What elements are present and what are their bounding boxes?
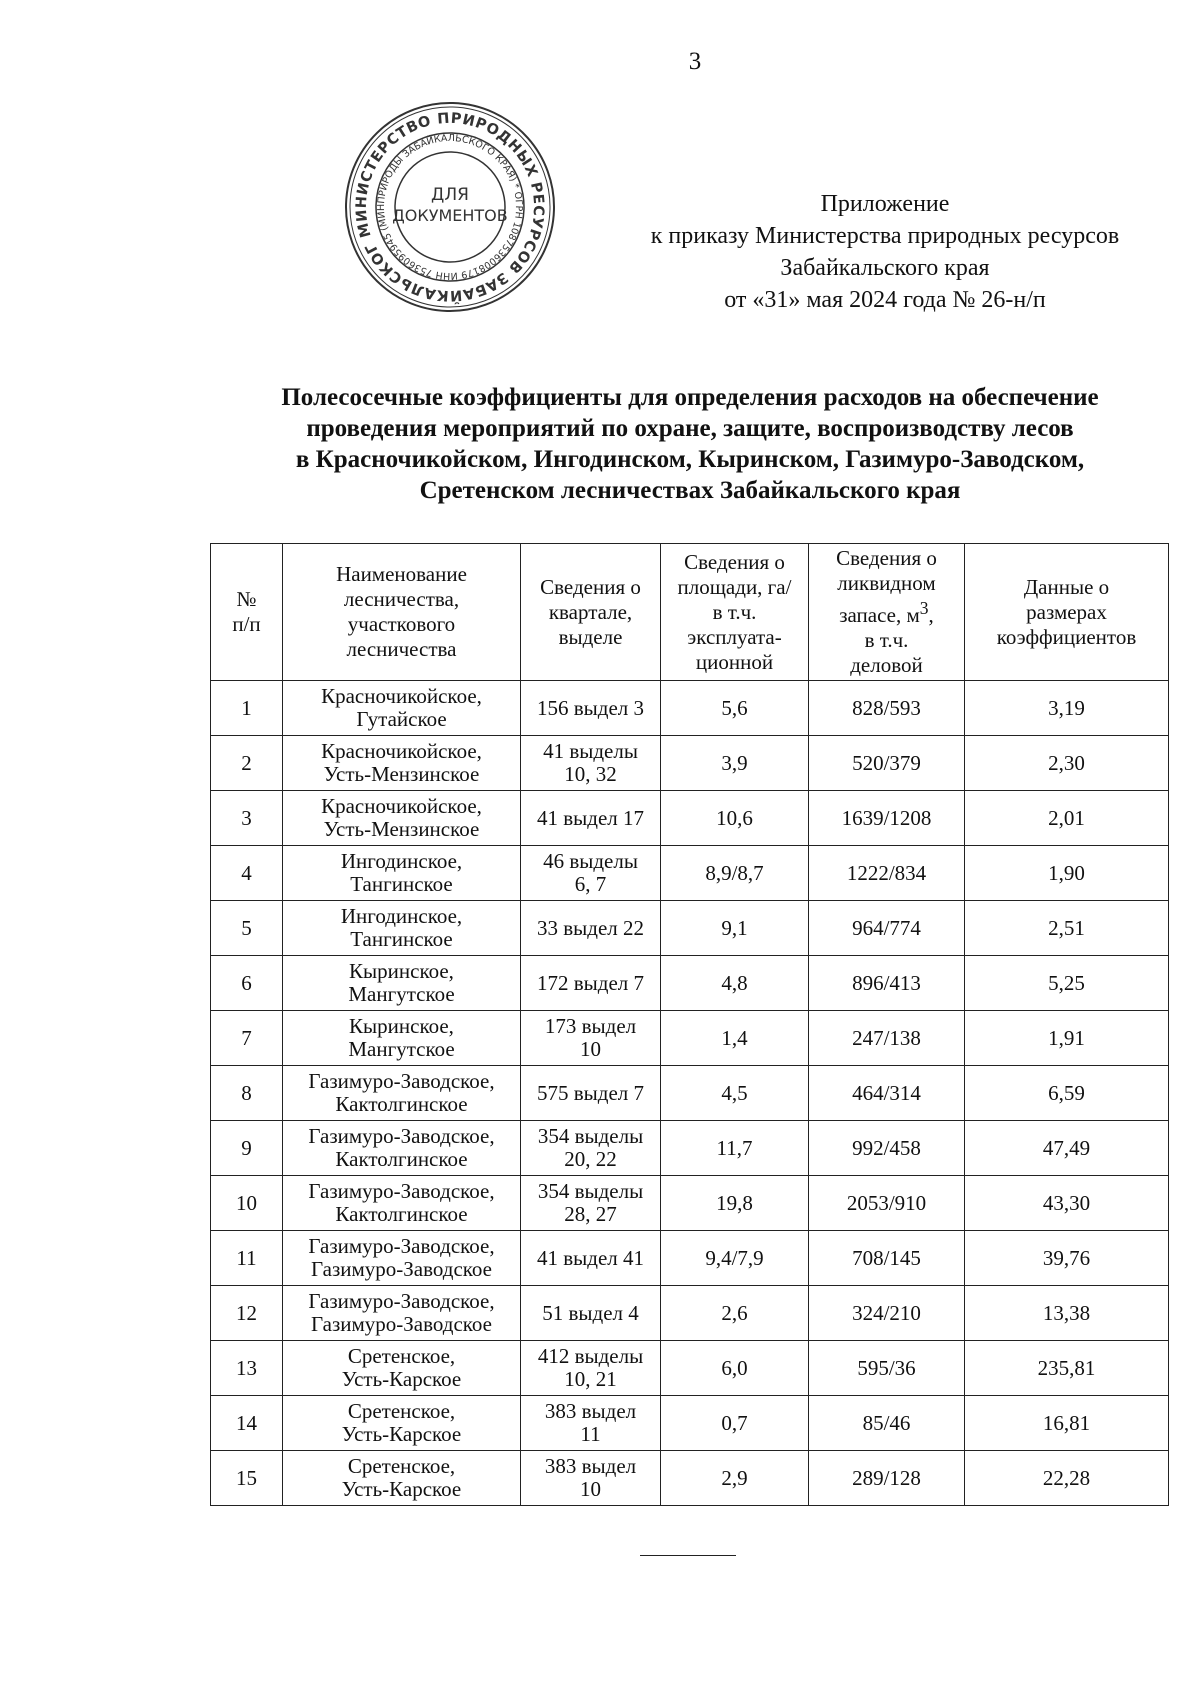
cell-num-text: 10: [236, 1190, 257, 1215]
table-row: [211, 1231, 1169, 1286]
cell-area: [661, 1176, 809, 1231]
cell-area-text: 11,7: [716, 1135, 753, 1160]
cell-quarter: [521, 1341, 661, 1396]
cell-coef: [965, 1286, 1169, 1341]
cell-area: [661, 1286, 809, 1341]
seal-ring-text: МИНИСТЕРСТВО ПРИРОДНЫХ РЕСУРСОВ ЗАБАЙКАЛЬСКОГО: [353, 110, 547, 304]
table-row: [211, 1286, 1169, 1341]
cell-stock: [809, 1396, 965, 1451]
cell-name: [283, 1011, 521, 1066]
cell-name: [283, 1121, 521, 1176]
cell-coef: [965, 736, 1169, 791]
table-row: [211, 736, 1169, 791]
cell-stock: [809, 791, 965, 846]
cell-stock-text: 964/774: [852, 915, 921, 940]
cell-coef-text: 6,59: [1048, 1080, 1085, 1105]
coefficients-table: [210, 543, 1169, 1506]
cell-coef-text: 235,81: [1037, 1355, 1096, 1380]
cell-area-text: 1,4: [721, 1025, 748, 1050]
cell-num: [211, 681, 283, 736]
cell-area-text: 6,0: [721, 1355, 748, 1380]
header-text: эксплуата-: [687, 624, 782, 649]
cell-quarter-text: 383 выдел: [544, 1399, 637, 1423]
cell-area: [661, 1341, 809, 1396]
table-row: [211, 791, 1169, 846]
cell-area-text: 19,8: [716, 1190, 753, 1215]
header-text: площади, га/: [677, 574, 792, 599]
cell-name-text: Ингодинское,: [340, 849, 463, 873]
header-name: [283, 544, 521, 681]
cell-num-text: 3: [241, 805, 252, 830]
cell-area: [661, 1011, 809, 1066]
cell-name-text: Красночикойское,: [321, 794, 482, 818]
cell-area-text: 8,9/8,7: [705, 860, 764, 885]
cell-name-text: Кактолгинское: [335, 1092, 468, 1116]
cell-coef-text: 2,51: [1048, 915, 1085, 940]
official-seal-stamp: [340, 97, 560, 317]
header-text: Сведения о: [836, 546, 937, 570]
cell-area: [661, 736, 809, 791]
cell-area: [661, 956, 809, 1011]
header-area: [661, 544, 809, 681]
table-row: [211, 1396, 1169, 1451]
table-row: [211, 901, 1169, 956]
cell-stock-text: 708/145: [852, 1245, 921, 1270]
cell-name-text: Газимуро-Заводское,: [308, 1179, 495, 1203]
cell-stock: [809, 1341, 965, 1396]
cell-quarter-text: 172 выдел 7: [536, 970, 644, 995]
header-text: в т.ч.: [864, 628, 909, 652]
table-row: [211, 1011, 1169, 1066]
table-row: [211, 1176, 1169, 1231]
appendix-line: Забайкальского края: [780, 255, 990, 281]
cell-name: [283, 1286, 521, 1341]
cell-stock: [809, 1286, 965, 1341]
cell-quarter: [521, 736, 661, 791]
cell-stock: [809, 846, 965, 901]
cell-num: [211, 1231, 283, 1286]
cell-stock-text: 85/46: [862, 1410, 911, 1435]
cell-num-text: 13: [236, 1355, 257, 1380]
cell-quarter-text: 6, 7: [574, 872, 607, 896]
cell-coef: [965, 1011, 1169, 1066]
cell-coef: [965, 1066, 1169, 1121]
document-title: [200, 382, 1180, 506]
cell-coef: [965, 1176, 1169, 1231]
cell-name-text: Кыринское,: [349, 959, 454, 983]
cell-name-text: Мангутское: [348, 982, 455, 1006]
cell-coef: [965, 1451, 1169, 1506]
cell-num-text: 4: [241, 860, 252, 885]
header-text: Сведения о: [540, 574, 641, 599]
cell-coef: [965, 956, 1169, 1011]
cell-num: [211, 1341, 283, 1396]
cell-quarter-text: 41 выдел 41: [536, 1245, 644, 1270]
cell-area-text: 0,7: [721, 1410, 748, 1435]
cell-quarter-text: 156 выдел 3: [536, 695, 644, 720]
title-line: в Красночикойском, Ингодинском, Кыринском, Газимуро-Заводском,: [295, 446, 1085, 473]
cell-stock-text: 828/593: [852, 695, 921, 720]
cell-name: [283, 736, 521, 791]
cell-name-text: Кактолгинское: [335, 1147, 468, 1171]
cell-stock: [809, 1011, 965, 1066]
cell-quarter-text: 11: [580, 1422, 601, 1446]
header-text: ,: [928, 603, 934, 627]
header-text: №: [236, 587, 257, 611]
cell-num: [211, 1451, 283, 1506]
cell-quarter: [521, 1011, 661, 1066]
cell-num-text: 11: [236, 1245, 257, 1270]
appendix-line: Приложение: [820, 191, 950, 217]
header-text: лесничества: [346, 637, 457, 661]
cell-stock-text: 324/210: [852, 1300, 921, 1325]
cell-quarter: [521, 681, 661, 736]
cell-quarter-text: 20, 22: [564, 1147, 617, 1171]
header-coef: [965, 544, 1169, 681]
seal-center-text-2: ДОКУМЕНТОВ: [392, 206, 508, 225]
cell-quarter-text: 354 выделы: [537, 1124, 644, 1148]
cell-quarter: [521, 846, 661, 901]
cell-coef-text: 2,01: [1048, 805, 1085, 830]
cell-quarter-text: 41 выделы: [543, 739, 638, 763]
cell-name-text: Гутайское: [356, 707, 447, 731]
cell-coef: [965, 1341, 1169, 1396]
cell-area: [661, 846, 809, 901]
cell-num-text: 12: [236, 1300, 257, 1325]
cell-num: [211, 1121, 283, 1176]
cell-name-text: Ингодинское,: [340, 904, 463, 928]
cell-coef-text: 47,49: [1042, 1135, 1091, 1160]
header-num: [211, 544, 283, 681]
cell-num: [211, 791, 283, 846]
cell-stock-text: 896/413: [852, 970, 921, 995]
cell-quarter-text: 46 выделы: [543, 849, 638, 873]
cell-stock-text: 1639/1208: [841, 805, 932, 830]
cell-quarter: [521, 1286, 661, 1341]
cell-stock: [809, 1231, 965, 1286]
cell-num: [211, 1396, 283, 1451]
cell-coef: [965, 1231, 1169, 1286]
header-text: выделе: [558, 624, 623, 649]
cell-quarter-text: 354 выделы: [537, 1179, 644, 1203]
cell-coef: [965, 901, 1169, 956]
cell-area: [661, 1066, 809, 1121]
title-line: Сретенском лесничествах Забайкальского края: [419, 477, 961, 504]
cell-area-text: 4,8: [721, 970, 748, 995]
seal-inner-ring-text: (МИНПРИРОДЫ ЗАБАЙКАЛЬСКОГО КРАЯ) * ОГРН 1087536008179 ИНН 7536095945: [375, 132, 525, 282]
cell-quarter: [521, 956, 661, 1011]
cell-area-text: 9,1: [721, 915, 748, 940]
cell-name-text: Газимуро-Заводское,: [308, 1124, 495, 1148]
cell-area-text: 10,6: [716, 805, 753, 830]
cell-stock: [809, 1121, 965, 1176]
cell-coef-text: 1,90: [1048, 860, 1085, 885]
cell-name-text: Тангинское: [350, 872, 453, 896]
cell-quarter: [521, 901, 661, 956]
cell-area: [661, 901, 809, 956]
cell-coef-text: 1,91: [1048, 1025, 1085, 1050]
cell-num-text: 1: [241, 695, 252, 720]
cell-quarter: [521, 1066, 661, 1121]
table-row: [211, 1451, 1169, 1506]
cell-name: [283, 1451, 521, 1506]
cell-name: [283, 1231, 521, 1286]
cell-quarter: [521, 1176, 661, 1231]
cell-num: [211, 846, 283, 901]
cell-quarter-text: 173 выдел: [544, 1014, 637, 1038]
cell-area: [661, 1451, 809, 1506]
cell-stock-text: 992/458: [852, 1135, 921, 1160]
table-row: [211, 846, 1169, 901]
cell-quarter-text: 10: [580, 1037, 601, 1061]
appendix-line: к приказу Министерства природных ресурсов: [650, 223, 1120, 249]
cell-stock-text: 520/379: [852, 750, 921, 775]
cell-name: [283, 1066, 521, 1121]
cell-num: [211, 1176, 283, 1231]
cell-quarter-text: 41 выдел 17: [536, 805, 644, 830]
header-text: в т.ч.: [712, 599, 757, 624]
cell-coef: [965, 791, 1169, 846]
header-text: размерах: [1026, 599, 1107, 624]
cell-name-text: Кыринское,: [349, 1014, 454, 1038]
header-text: п/п: [232, 612, 261, 636]
header-text: деловой: [850, 653, 923, 677]
cell-name-text: Газимуро-Заводское: [311, 1312, 492, 1336]
title-line: Полесосечные коэффициенты для определения расходов на обеспечение: [281, 384, 1099, 411]
cell-stock-text: 2053/910: [846, 1190, 927, 1215]
cell-name-text: Сретенское,: [347, 1344, 456, 1368]
table-row: [211, 1341, 1169, 1396]
header-text: запасе, м: [839, 603, 920, 627]
cell-name-text: Усть-Мензинское: [323, 762, 480, 786]
cell-area: [661, 1121, 809, 1176]
cell-coef-text: 39,76: [1042, 1245, 1091, 1270]
cell-area: [661, 1231, 809, 1286]
cell-coef-text: 43,30: [1042, 1190, 1091, 1215]
cell-num-text: 9: [241, 1135, 252, 1160]
cell-num-text: 8: [241, 1080, 252, 1105]
cell-quarter-text: 33 выдел 22: [536, 915, 644, 940]
cell-name-text: Сретенское,: [347, 1454, 456, 1478]
cell-stock: [809, 681, 965, 736]
cell-coef: [965, 846, 1169, 901]
cell-area-text: 3,9: [721, 750, 748, 775]
header-text: коэффициентов: [996, 624, 1137, 649]
cell-name: [283, 1396, 521, 1451]
cell-area: [661, 681, 809, 736]
cell-name-text: Газимуро-Заводское,: [308, 1234, 495, 1258]
cell-quarter: [521, 791, 661, 846]
cell-num-text: 5: [241, 915, 252, 940]
cell-num-text: 15: [236, 1465, 257, 1490]
cell-area: [661, 791, 809, 846]
cell-quarter-text: 10: [580, 1477, 601, 1501]
cell-num-text: 14: [236, 1410, 257, 1435]
cell-coef: [965, 1121, 1169, 1176]
cell-coef-text: 13,38: [1042, 1300, 1091, 1325]
cell-num: [211, 736, 283, 791]
cell-area: [661, 1396, 809, 1451]
appendix-line: от «31» мая 2024 года № 26-н/п: [724, 287, 1046, 313]
cell-quarter: [521, 1231, 661, 1286]
header-superscript: 3: [919, 598, 929, 618]
cell-name-text: Газимуро-Заводское,: [308, 1289, 495, 1313]
cell-stock-text: 247/138: [852, 1025, 921, 1050]
cell-name: [283, 791, 521, 846]
cell-name-text: Красночикойское,: [321, 684, 482, 708]
cell-stock-text: 464/314: [852, 1080, 921, 1105]
cell-stock: [809, 1066, 965, 1121]
cell-name-text: Кактолгинское: [335, 1202, 468, 1226]
cell-quarter-text: 412 выделы: [537, 1344, 644, 1368]
title-line: проведения мероприятий по охране, защите, воспроизводству лесов: [306, 415, 1074, 442]
cell-quarter-text: 10, 21: [564, 1367, 617, 1391]
cell-name-text: Красночикойское,: [321, 739, 482, 763]
cell-num: [211, 1286, 283, 1341]
cell-name-text: Усть-Карское: [341, 1477, 462, 1501]
header-text: Данные о: [1023, 574, 1110, 599]
cell-stock: [809, 956, 965, 1011]
footer-divider: [640, 1555, 736, 1556]
cell-quarter-text: 51 выдел 4: [542, 1300, 639, 1325]
cell-name-text: Газимуро-Заводское,: [308, 1069, 495, 1093]
cell-name: [283, 681, 521, 736]
cell-num-text: 7: [241, 1025, 252, 1050]
cell-stock-text: 289/128: [852, 1465, 921, 1490]
cell-num: [211, 956, 283, 1011]
cell-stock: [809, 1176, 965, 1231]
table-body: [211, 681, 1169, 1506]
header-text: ционной: [695, 649, 774, 674]
appendix-header: [600, 188, 1170, 316]
cell-name-text: Усть-Карское: [341, 1422, 462, 1446]
cell-name-text: Газимуро-Заводское: [311, 1257, 492, 1281]
cell-coef: [965, 1396, 1169, 1451]
cell-stock-text: 1222/834: [846, 860, 927, 885]
cell-stock: [809, 1451, 965, 1506]
cell-quarter-text: 28, 27: [564, 1202, 617, 1226]
table-row: [211, 681, 1169, 736]
cell-coef: [965, 681, 1169, 736]
cell-quarter: [521, 1396, 661, 1451]
table-row: [211, 956, 1169, 1011]
cell-coef-text: 3,19: [1048, 695, 1085, 720]
cell-num: [211, 1011, 283, 1066]
cell-name-text: Усть-Карское: [341, 1367, 462, 1391]
cell-area-text: 2,9: [721, 1465, 748, 1490]
cell-name-text: Мангутское: [348, 1037, 455, 1061]
cell-num-text: 2: [241, 750, 252, 775]
cell-name: [283, 901, 521, 956]
cell-stock-text: 595/36: [857, 1355, 916, 1380]
header-text: участкового: [347, 612, 456, 636]
cell-name-text: Усть-Мензинское: [323, 817, 480, 841]
table-header-row: [211, 544, 1169, 681]
cell-area-text: 9,4/7,9: [705, 1245, 764, 1270]
header-quarter: [521, 544, 661, 681]
cell-coef-text: 2,30: [1048, 750, 1085, 775]
cell-name: [283, 1176, 521, 1231]
cell-quarter: [521, 1451, 661, 1506]
header-text: квартале,: [548, 599, 633, 624]
cell-stock: [809, 901, 965, 956]
table-row: [211, 1121, 1169, 1176]
cell-quarter-text: 10, 32: [564, 762, 617, 786]
cell-name-text: Сретенское,: [347, 1399, 456, 1423]
table-row: [211, 1066, 1169, 1121]
cell-num: [211, 901, 283, 956]
header-text: Сведения о: [684, 549, 785, 574]
cell-coef-text: 5,25: [1048, 970, 1085, 995]
cell-name: [283, 1341, 521, 1396]
page-number: 3: [688, 48, 702, 75]
cell-stock: [809, 736, 965, 791]
header-text: Наименование: [336, 562, 467, 586]
cell-coef-text: 22,28: [1042, 1465, 1091, 1490]
cell-area-text: 2,6: [721, 1300, 748, 1325]
cell-quarter-text: 383 выдел: [544, 1454, 637, 1478]
cell-area-text: 5,6: [721, 695, 748, 720]
cell-coef-text: 16,81: [1042, 1410, 1091, 1435]
cell-name-text: Тангинское: [350, 927, 453, 951]
cell-quarter: [521, 1121, 661, 1176]
cell-num-text: 6: [241, 970, 252, 995]
seal-center-text-1: ДЛЯ: [431, 185, 469, 205]
cell-num: [211, 1066, 283, 1121]
cell-quarter-text: 575 выдел 7: [536, 1080, 644, 1105]
cell-area-text: 4,5: [721, 1080, 748, 1105]
header-text: лесничества,: [343, 587, 460, 611]
cell-name: [283, 956, 521, 1011]
cell-name: [283, 846, 521, 901]
header-text: ликвидном: [837, 571, 936, 595]
header-stock: [809, 544, 965, 681]
